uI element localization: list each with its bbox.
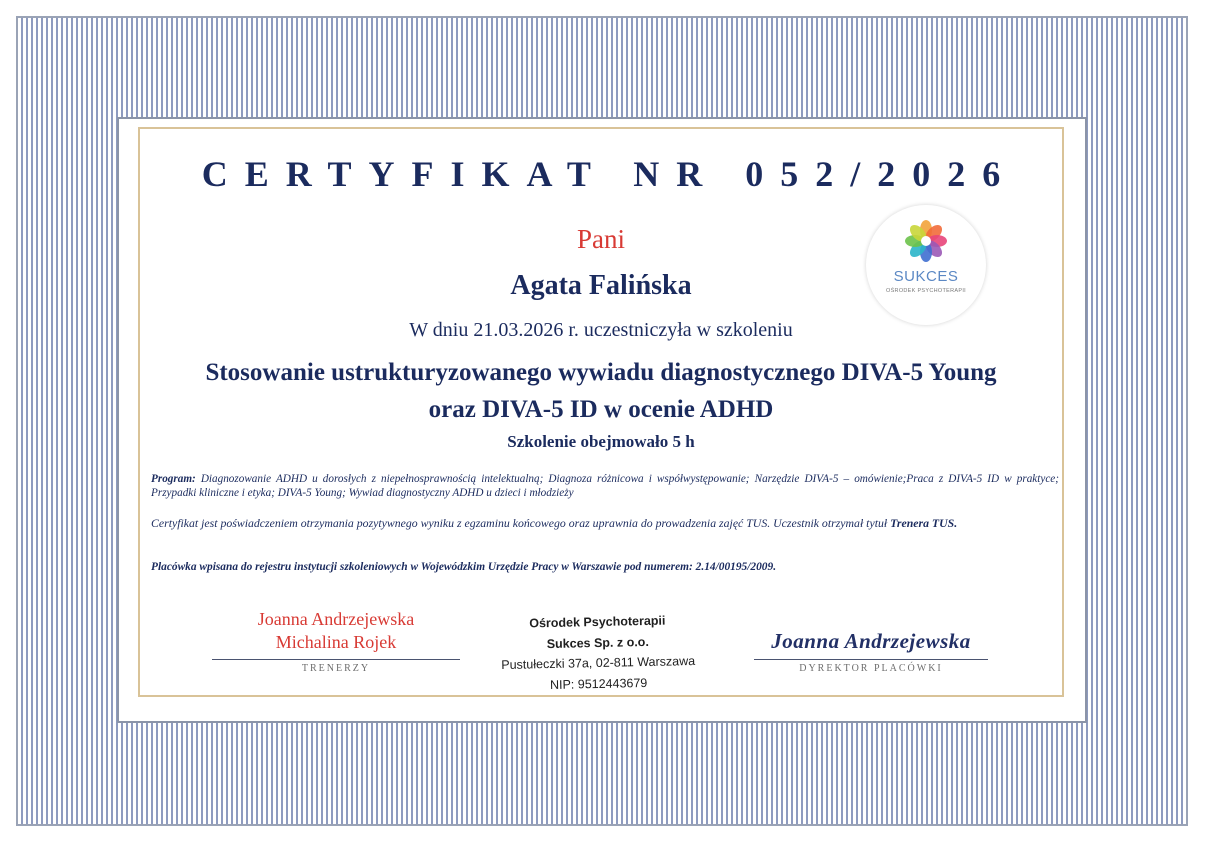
company-stamp: [499, 610, 697, 696]
statement-title: Trenera TUS.: [890, 516, 958, 530]
date-line: W dniu 21.03.2026 r. uczestniczyła w szkoleniu: [409, 319, 793, 341]
trainer-name-2: Michalina Rojek: [275, 632, 397, 652]
stamp-line-4: NIP: 9512443679: [549, 675, 648, 692]
registry-note: Placówka wpisana do rejestru instytucji szkoleniowych w Wojewódzkim Urzędzie Pracy w Warszawie pod numerem: 2.14/00195/2009.: [151, 561, 777, 573]
salutation: Pani: [576, 224, 625, 254]
course-duration: Szkolenie obejmowało 5 h: [507, 432, 695, 451]
program-label: Program:: [151, 473, 196, 485]
logo-subtext: OŚRODEK PSYCHOTERAPII: [886, 288, 966, 294]
trainer-name-1: Joanna Andrzejewska: [257, 609, 415, 629]
stamp-line-3: Pustułeczki 37a, 02-811 Warszawa: [501, 653, 696, 673]
program-description: [151, 473, 1059, 500]
director-signature: Joanna Andrzejewska: [771, 629, 971, 653]
logo-text: SUKCES: [893, 268, 959, 285]
director-caption: DYREKTOR PLACÓWKI: [799, 663, 943, 674]
trainers-caption: TRENERZY: [301, 663, 371, 674]
course-title: Stosowanie ustrukturyzowanego wywiadu diagnostycznego DIVA-5 Young oraz DIVA-5 ID w ocenie ADHD: [205, 359, 997, 423]
certificate-statement: [151, 516, 1059, 530]
director-signature-line: [754, 659, 988, 660]
stamp-line-1: Ośrodek Psychoterapii: [529, 613, 666, 631]
certificate-title: CERTYFIKAT NR 052/2026: [201, 154, 1018, 194]
stamp-line-2: Sukces Sp. z o.o.: [546, 634, 649, 651]
statement-text: Certyfikat jest poświadczeniem otrzymania pozytywnego wyniku z egzaminu końcowego oraz uprawnia do prowadzenia zajęć TUS. Uczestnik otrzymał tytuł: [151, 516, 891, 530]
recipient-name: Agata Falińska: [510, 270, 692, 301]
trainers-signature-line: [212, 659, 460, 660]
program-text: Diagnozowanie ADHD u dorosłych z niepełnosprawnością intelektualną; Diagnoza różnicowa i współwystępowanie; Narzędzie DIVA-5 – omówienie;Praca z DIVA-5 ID w praktyce; Przypadki kliniczne i etyka; DIVA-5 Young; Wywiad diagnostyczny ADHD u dzieci i młodzieży: [151, 473, 1059, 499]
